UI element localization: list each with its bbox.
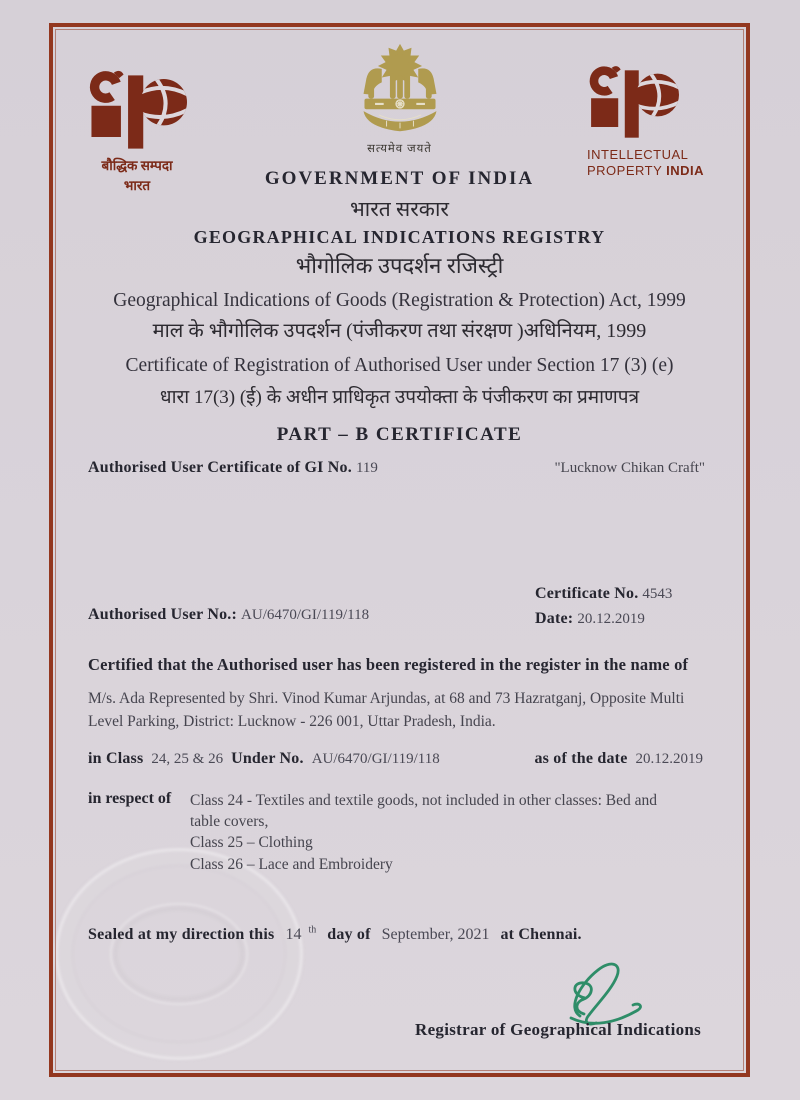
title-government-of-india-hindi: भारत सरकार [350,197,449,221]
as-of-date: 20.12.2019 [635,750,703,767]
title-government-of-india: GOVERNMENT OF INDIA [264,168,535,189]
registrar-title: Registrar of Geographical Indications [415,1020,702,1040]
title-act: Geographical Indications of Goods (Registration & Protection) Act, 1999 [113,290,686,311]
sealed-line [88,925,711,944]
ip-india-logo-right [587,65,719,180]
right-logo-caption [587,147,719,180]
registrant-details: M/s. Ada Represented by Shri. Vinod Kumar Arjundas, at 68 and 73 Hazratganj, Opposite Multi Level Parking, District: Lucknow - 226 001, Uttar Pradesh, India. [88,690,685,731]
under-no-value: AU/6470/GI/119/118 [311,750,440,767]
right-logo-caption-line2: PROPERTY INDIA [587,163,705,179]
class-item-24: Class 24 - Textiles and textile goods, not included in other classes: Bed and table covers, [190,791,657,830]
authorised-user-no-label: Authorised User No.: [88,606,238,623]
date-line [535,610,645,628]
gi-name: "Lucknow Chikan Craft" [554,460,705,476]
class-row [88,750,711,768]
certificate-number-block [88,585,711,645]
ashoka-emblem-icon [351,42,449,138]
gi-row [88,459,711,477]
emblem-motto: सत्यमेव जयते [367,143,432,155]
gi-label: Authorised User Certificate of GI No. [88,459,352,476]
certificate-frame [49,23,750,1077]
under-no-label: Under No. [231,749,304,767]
title-act-hindi: माल के भौगोलिक उपदर्शन (पंजीकरण तथा संरक्षण )अधिनियम, 1999 [152,320,647,342]
certificate-no-line [535,585,672,603]
title-part-b: PART – B CERTIFICATE [276,424,523,445]
sealed-day: 14 $^{th}$ [285,925,317,944]
sealed-mid: day of [327,926,371,944]
sealed-month: September, 2021 [381,926,490,944]
class-under-group [88,750,444,768]
in-class-value: 24, 25 & 26 [151,750,224,767]
class-item-26: Class 26 – Lace and Embroidery [190,855,393,873]
date-value: 20.12.2019 [577,611,645,627]
signature-block [88,948,711,1058]
authorised-user-no-value: AU/6470/GI/119/118 [241,607,370,623]
date-label: Date: [535,610,574,627]
sealed-at: at Chennai. [500,926,582,944]
right-logo-caption-line1: INTELLECTUAL [587,147,689,162]
title-gi-registry-hindi: भौगोलिक उपदर्शन रजिस्ट्री [295,253,504,278]
class-items [190,790,690,876]
title-section-hindi: धारा 17(3) (ई) के अधीन प्राधिकृत उपयोक्ता के पंजीकरण का प्रमाणपत्र [159,387,640,408]
gi-number: 119 [355,460,378,476]
in-respect-of-label: in respect of [88,789,172,807]
gi-certificate-line [88,459,378,477]
ip-india-logo-left-icon [87,70,187,154]
ashoka-emblem-block [325,42,475,156]
authorised-user-no-line [88,606,369,624]
left-logo-caption-line2: भारत [123,177,151,193]
in-class-label: in Class [88,749,144,767]
certificate-no-label: Certificate No. [535,585,639,602]
ip-india-logo-left [74,70,200,193]
left-logo-caption-line1: बौद्धिक सम्पदा [101,158,173,173]
certificate-no-value: 4543 [642,586,673,602]
as-of-label: as of the date [534,749,628,767]
as-of-group [534,750,707,768]
respect-row [88,790,711,876]
ip-india-logo-right-icon [587,65,679,143]
sealed-prefix: Sealed at my direction this [88,926,275,944]
certified-statement: Certified that the Authorised user has been registered in the register in the name of [88,655,689,674]
title-gi-registry: GEOGRAPHICAL INDICATIONS REGISTRY [193,227,606,247]
title-section: Certificate of Registration of Authorised User under Section 17 (3) (e) [125,355,674,376]
class-item-25: Class 25 – Clothing [190,834,313,852]
title-block [88,168,711,446]
